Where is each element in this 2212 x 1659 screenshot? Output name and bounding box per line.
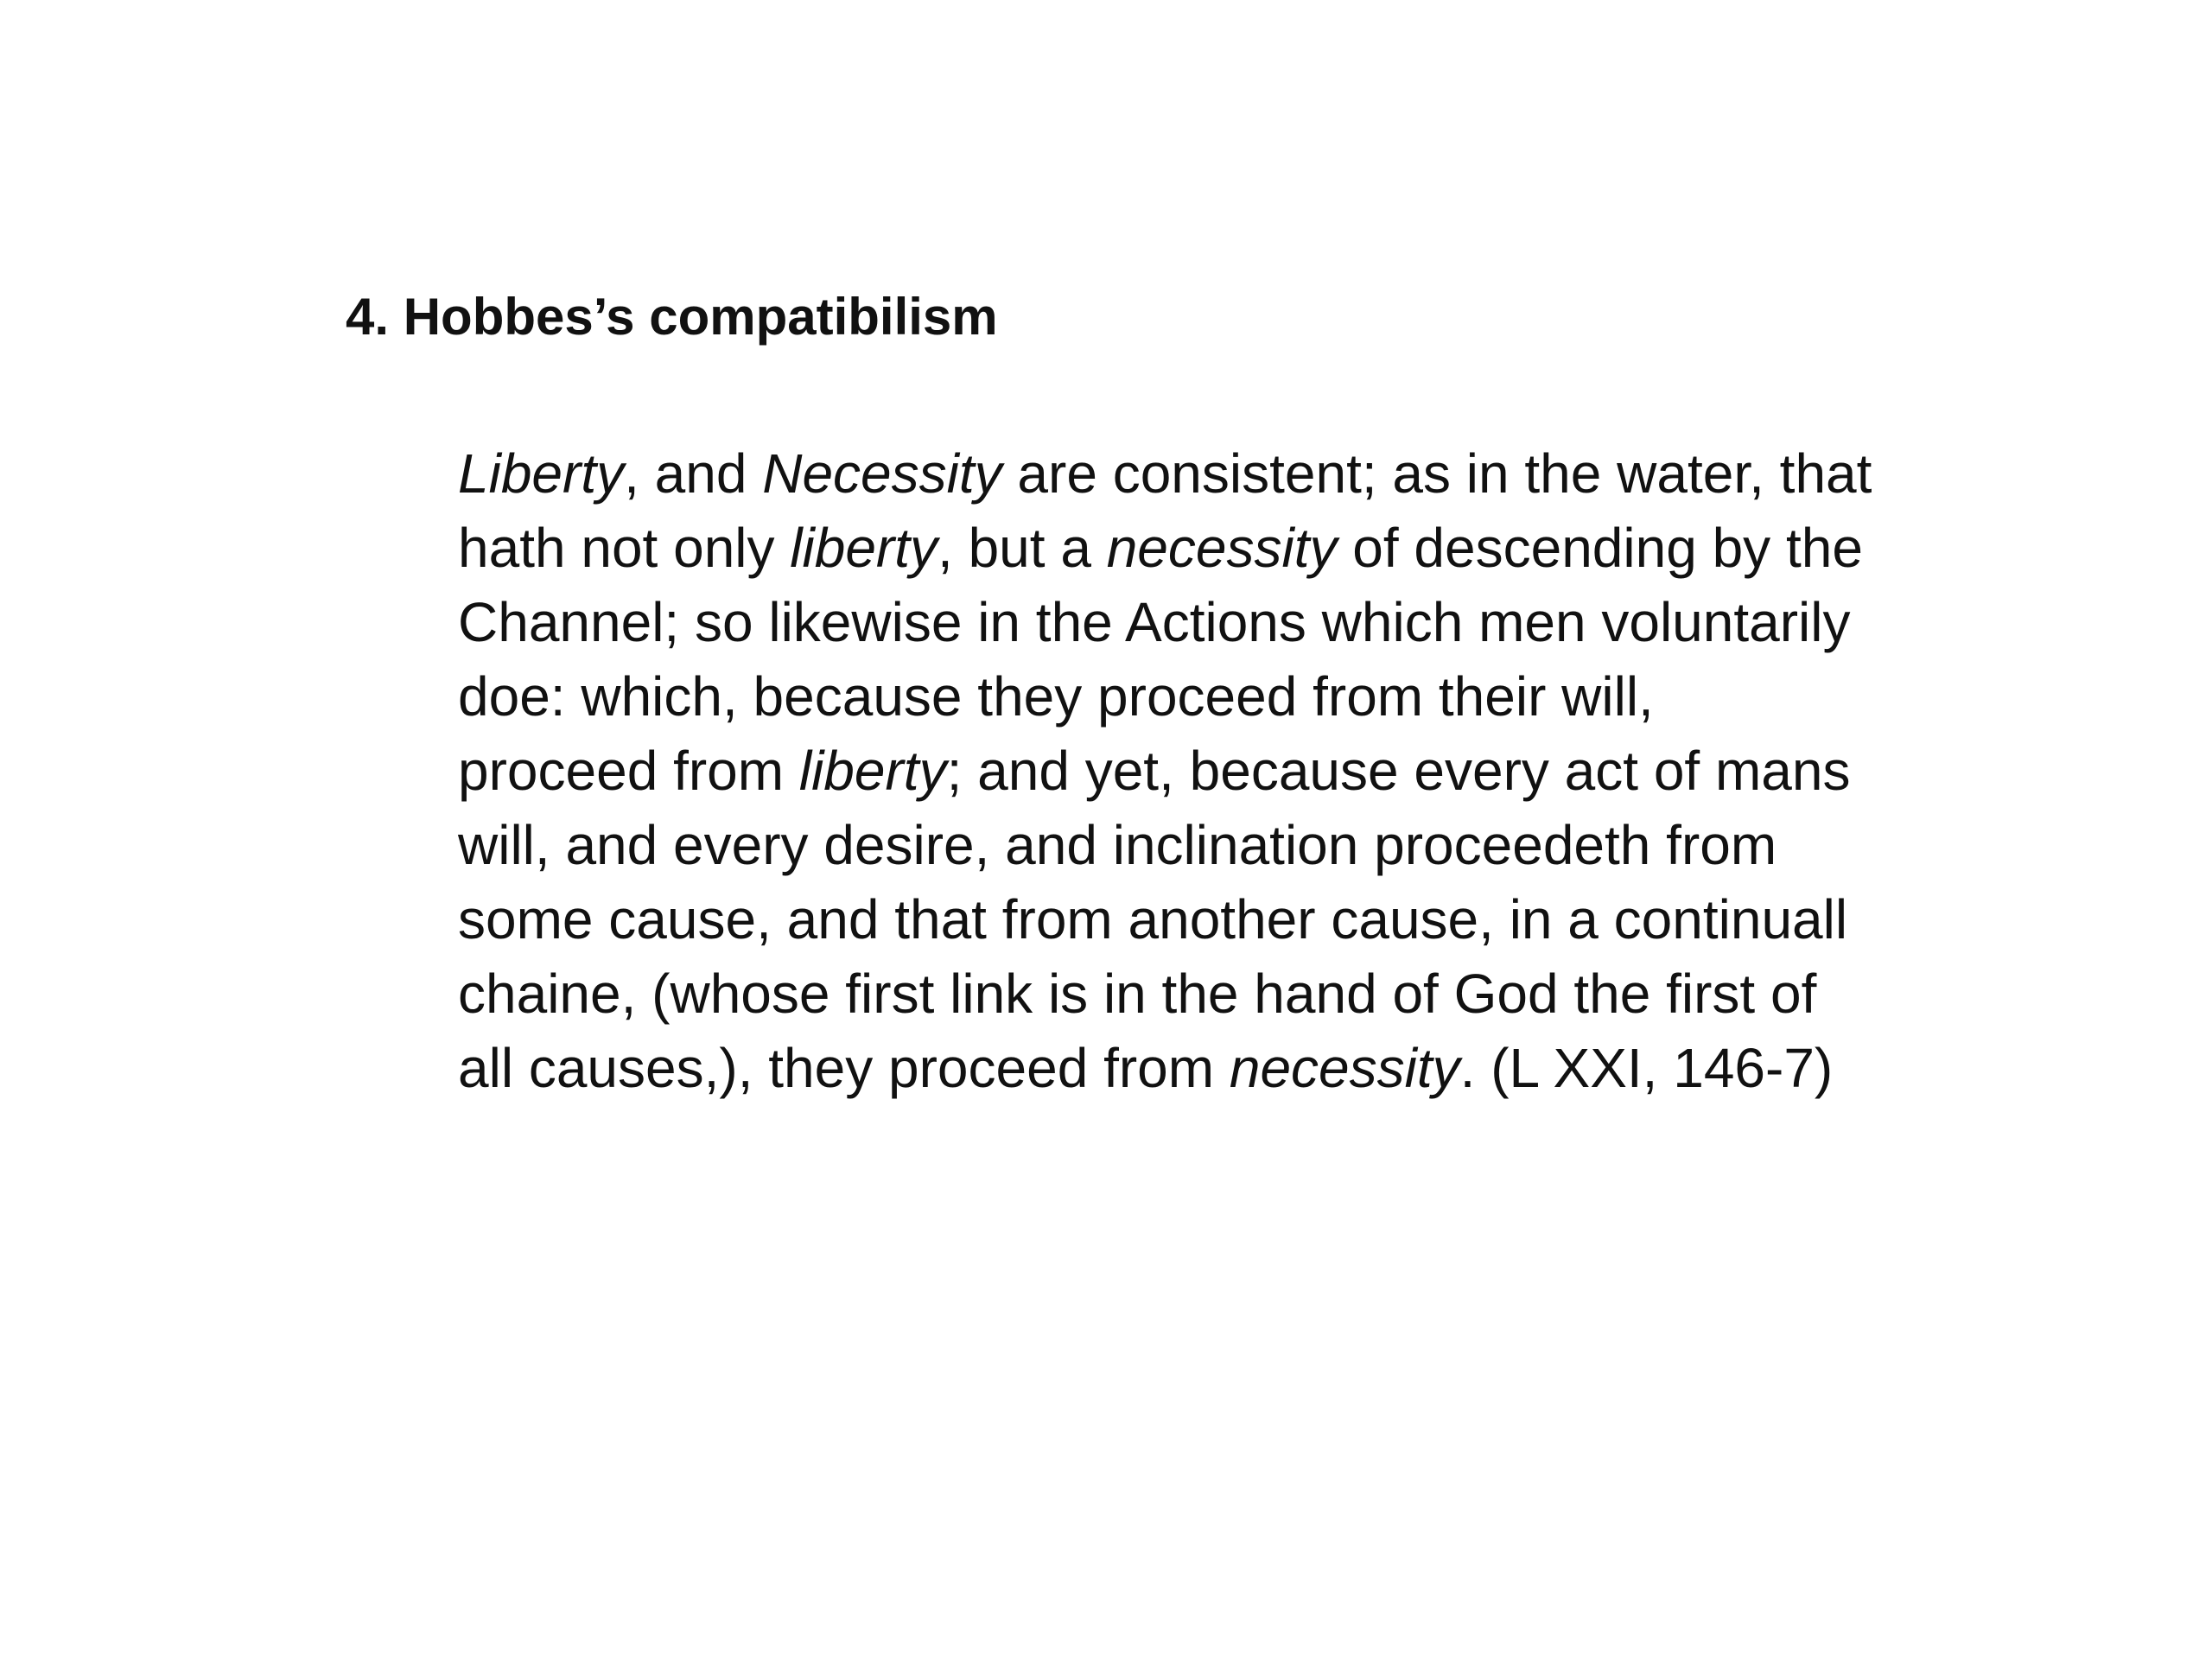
quote-line-9-segment-2: necessity [1229, 1037, 1460, 1099]
quote-line-5 [458, 734, 1961, 808]
quote-line-2-segment-4: necessity [1106, 517, 1338, 579]
quote-line-8 [458, 957, 1961, 1031]
quote-line-4 [458, 659, 1961, 734]
quote-line-5-segment-3: ; and yet, because every act of mans [946, 740, 1851, 802]
quote-line-5-segment-2: liberty [798, 740, 947, 802]
quote-line-1 [458, 436, 1961, 511]
quote-line-9-segment-3: . (L XXI, 146-7) [1459, 1037, 1834, 1099]
quote-line-2 [458, 511, 1961, 585]
slide-heading: 4. Hobbes’s compatibilism [346, 288, 998, 346]
quote-line-7 [458, 882, 1961, 957]
quote-line-9-segment-1: all causes,), they proceed from [458, 1037, 1230, 1099]
quote-line-7-segment-1: some cause, and that from another cause, in a continuall [458, 888, 1848, 950]
quote-line-1-segment-2: , and [624, 442, 763, 505]
quote-line-6 [458, 808, 1961, 882]
quote-line-2-segment-1: hath not only [458, 517, 791, 579]
quote-line-5-segment-1: proceed from [458, 740, 799, 802]
quote-line-3-segment-1: Channel; so likewise in the Actions which men voluntarily [458, 591, 1851, 653]
quote-line-9 [458, 1031, 1961, 1105]
quote-line-2-segment-2: liberty [790, 517, 938, 579]
quote-line-8-segment-1: chaine, (whose first link is in the hand of God the first of [458, 963, 1817, 1025]
hobbes-quote-block [458, 436, 1961, 1105]
quote-line-1-segment-4: are consistent; as in the water, that [1001, 442, 1872, 505]
quote-line-1-segment-1: Liberty [458, 442, 625, 505]
quote-line-4-segment-1: doe: which, because they proceed from their will, [458, 665, 1654, 728]
quote-line-2-segment-5: of descending by the [1337, 517, 1863, 579]
quote-line-3 [458, 585, 1961, 659]
quote-line-1-segment-3: Necessity [762, 442, 1002, 505]
quote-line-2-segment-3: , but a [938, 517, 1107, 579]
quote-line-6-segment-1: will, and every desire, and inclination proceedeth from [458, 814, 1777, 876]
